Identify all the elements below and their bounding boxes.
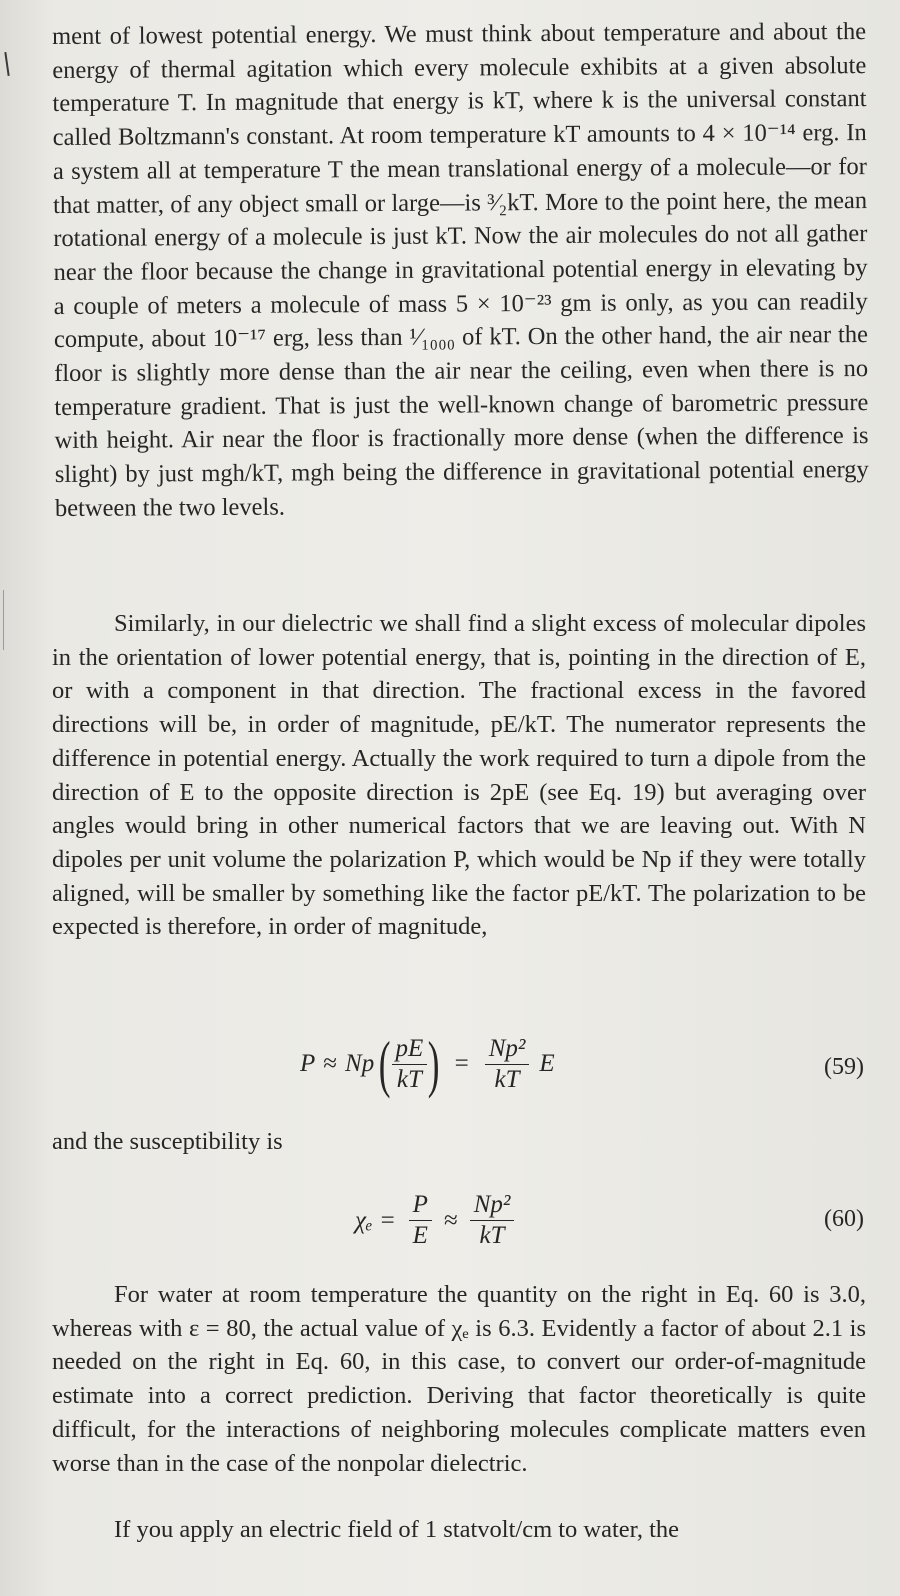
eq60-denominator-1: E (412, 1222, 428, 1249)
paragraph-water-susceptibility: For water at room temperature the quantity on the right in Eq. 60 is 3.0, whereas with ε = 80, the actual value of χₑ is 6.3. Evidently a factor of about 2.1 is needed on the right in Eq. 60, in this case, to convert our order-of-magnitude estimate into a correct prediction. Deriving that factor theoretically is quite difficult, for the interactions of neighboring molecules complicate matters even worse than in the case of the nonpolar dielectric. (52, 1281, 866, 1477)
equation-number-59: (59) (824, 1054, 864, 1080)
paragraph-dipole-orientation: Similarly, in our dielectric we shall find a slight excess of molecular dipoles in the orientation of lower potential energy, that is, pointing in the direction of E, or with a component in that direction. The fractional excess in the favored directions will be, in order of magnitude, pE/kT. The numerator represents the difference in potential energy. Actually the work required to turn a dipole from the direction of E to the opposite direction is 2pE (see Eq. 19) but averaging over angles would bring in other numerical factors that we are leaving out. With N dipoles per unit volume the polarization P, which would be Np if they were totally aligned, will be smaller by something like the factor pE/kT. The polarization to be expected is therefore, in order of magnitude, (52, 610, 866, 941)
eq59-equals: = (454, 1050, 469, 1077)
eq60-lhs: χₑ (355, 1206, 373, 1234)
margin-mark (3, 590, 4, 650)
eq59-fraction (485, 1034, 530, 1095)
margin-mark (4, 52, 9, 76)
paragraph-electric-field: If you apply an electric field of 1 statvolt/cm to water, the (114, 1516, 680, 1543)
eq59-lhs: P (300, 1050, 316, 1077)
eq59-approx: ≈ (323, 1050, 338, 1077)
eq59-tail: E (539, 1050, 555, 1077)
eq59-denominator: kT (494, 1065, 520, 1093)
eq59-inner-fraction (392, 1034, 428, 1095)
eq60-denominator-2: kT (479, 1222, 505, 1249)
eq60-numerator-2: Np² (470, 1190, 515, 1221)
eq60-equals: = (380, 1206, 395, 1234)
equation-number-60: (60) (824, 1206, 864, 1232)
eq60-numerator-1: P (409, 1190, 432, 1221)
eq59-inner-numerator: pE (392, 1034, 428, 1065)
paragraph-thermal-agitation: ment of lowest potential energy. We must think about temperature and about the energy of thermal agitation which every molecule exhibits at a given absolute temperature T. In magnitude that energy is kT, where k is the universal constant called Boltzmann's constant. At room temperature kT amounts to 4 × 10⁻¹⁴ erg. In a system all at temperature T the mean translational energy of a molecule—or for that matter, of any object small or large—is ³⁄₂kT. More to the point here, the mean rotational energy of a molecule is just kT. Now the air molecules do not all gather near the floor because the change in gravitational potential energy in elevating by a couple of meters a molecule of mass 5 × 10⁻²³ gm is only, as you can readily compute, about 10⁻¹⁷ erg, less than ¹⁄₁₀₀₀ of kT. On the other hand, the air near the floor is slightly more dense than the air near the ceiling, even when there is no temperature gradient. That is just the well-known change of barometric pressure with height. Air near the floor is fractionally more dense (when the difference is slight) by just mgh/kT, mgh being the difference in gravitational potential energy between the two levels. (52, 18, 869, 522)
left-paren: ( (378, 1028, 391, 1099)
eq59-inner-denominator: kT (396, 1065, 422, 1093)
eq60-approx: ≈ (443, 1206, 458, 1234)
eq60-fraction-2 (470, 1190, 515, 1251)
eq59-np: Np (345, 1050, 375, 1077)
equation-60 (0, 1190, 900, 1270)
equation-59 (0, 1028, 900, 1112)
eq59-numerator: Np² (485, 1034, 530, 1065)
between-text: and the susceptibility is (52, 1128, 283, 1155)
right-paren: ) (428, 1028, 440, 1099)
eq60-fraction-1 (409, 1190, 432, 1251)
